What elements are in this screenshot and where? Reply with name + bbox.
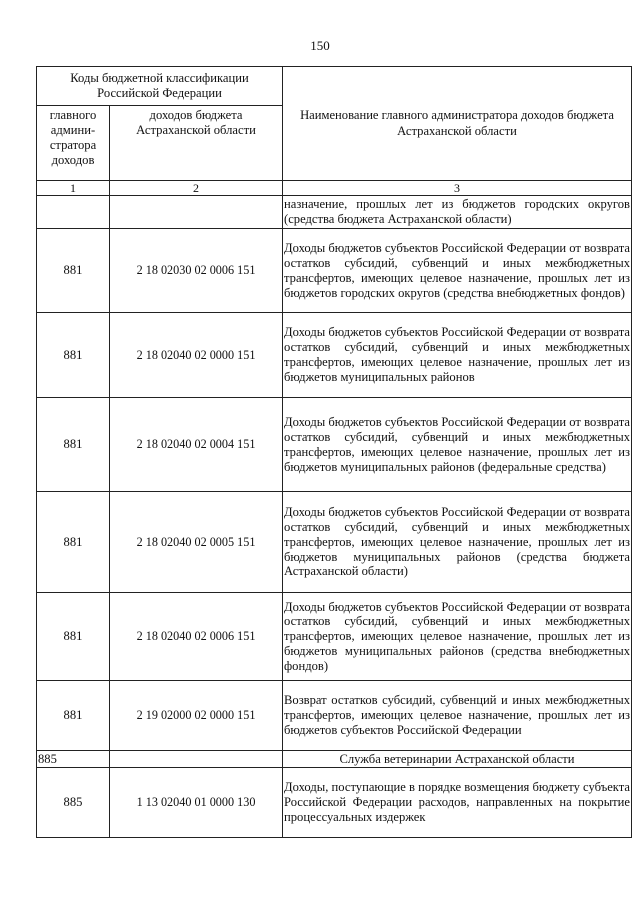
admin-code-cell: 881 (37, 398, 110, 492)
header-col1: главного админи-стратора доходов (37, 106, 110, 181)
revenue-name-cell: Доходы, поступающие в порядке возмещения бюджету субъекта Российской Федерации расходов, направленных на покрытие процессуальных издержек (283, 768, 632, 838)
revenue-name-cell: Доходы бюджетов субъектов Российской Федерации от возврата остатков субсидий, субвенций и иных межбюджетных трансфертов, имеющих целевое назначение, прошлых лет из бюджетов городских округов (средства внебюджетных фондов) (283, 229, 632, 313)
header-codes-group: Коды бюджетной классификации Российской Федерации (37, 67, 283, 106)
admin-code-cell: 881 (37, 492, 110, 593)
revenue-code-cell: 2 18 02030 02 0006 151 (110, 229, 283, 313)
table-row (37, 196, 632, 229)
header-col3: Наименование главного администратора доходов бюджета Астраханской области (283, 67, 632, 181)
admin-code-cell: 881 (37, 681, 110, 751)
revenue-name-cell: Доходы бюджетов субъектов Российской Федерации от возврата остатков субсидий, субвенций и иных межбюджетных трансфертов, имеющих целевое назначение, прошлых лет из бюджетов муниципальных районов (средства бюджета Астраханской области) (283, 492, 632, 593)
revenue-code-cell: 2 18 02040 02 0004 151 (110, 398, 283, 492)
admin-code-cell (37, 196, 110, 229)
revenue-code-cell: 2 18 02040 02 0005 151 (110, 492, 283, 593)
admin-code-cell: 885 (37, 768, 110, 838)
table-row (37, 681, 632, 751)
section-row (37, 751, 632, 768)
header-row (37, 67, 632, 106)
table-row (37, 313, 632, 398)
header-col2: доходов бюджета Астраханской области (110, 106, 283, 181)
table-row (37, 768, 632, 838)
revenue-code-cell: 2 18 02040 02 0006 151 (110, 593, 283, 681)
table-row (37, 593, 632, 681)
revenue-code-cell (110, 751, 283, 768)
revenue-code-cell: 2 19 02000 02 0000 151 (110, 681, 283, 751)
page-number: 150 (310, 38, 330, 53)
section-title-cell: Служба ветеринарии Астраханской области (283, 751, 632, 768)
revenue-code-cell (110, 196, 283, 229)
table-row (37, 492, 632, 593)
admin-code-cell: 881 (37, 313, 110, 398)
budget-classification-table (36, 66, 632, 838)
revenue-name-cell: Доходы бюджетов субъектов Российской Федерации от возврата остатков субсидий, субвенций и иных межбюджетных трансфертов, имеющих целевое назначение, прошлых лет из бюджетов муниципальных районов (федеральные средства) (283, 398, 632, 492)
column-number-1: 1 (37, 181, 110, 196)
revenue-name-cell: Доходы бюджетов субъектов Российской Федерации от возврата остатков субсидий, субвенций и иных межбюджетных трансфертов, имеющих целевое назначение, прошлых лет из бюджетов муниципальных районов (средства внебюджетных фондов) (283, 593, 632, 681)
revenue-name-cell: Возврат остатков субсидий, субвенций и иных межбюджетных трансфертов, имеющих целевое назначение, прошлых лет из бюджетов субъектов Российской Федерации (283, 681, 632, 751)
revenue-code-cell: 2 18 02040 02 0000 151 (110, 313, 283, 398)
table-row (37, 229, 632, 313)
admin-code-cell: 881 (37, 593, 110, 681)
column-number-row (37, 181, 632, 196)
admin-code-cell: 881 (37, 229, 110, 313)
table-row (37, 398, 632, 492)
revenue-name-cell: назначение, прошлых лет из бюджетов городских округов (средства бюджета Астраханской области) (283, 196, 632, 229)
admin-code-cell: 885 (37, 751, 110, 768)
column-number-3: 3 (283, 181, 632, 196)
column-number-2: 2 (110, 181, 283, 196)
revenue-code-cell: 1 13 02040 01 0000 130 (110, 768, 283, 838)
revenue-name-cell: Доходы бюджетов субъектов Российской Федерации от возврата остатков субсидий, субвенций и иных межбюджетных трансфертов, имеющих целевое назначение, прошлых лет из бюджетов муниципальных районов (283, 313, 632, 398)
